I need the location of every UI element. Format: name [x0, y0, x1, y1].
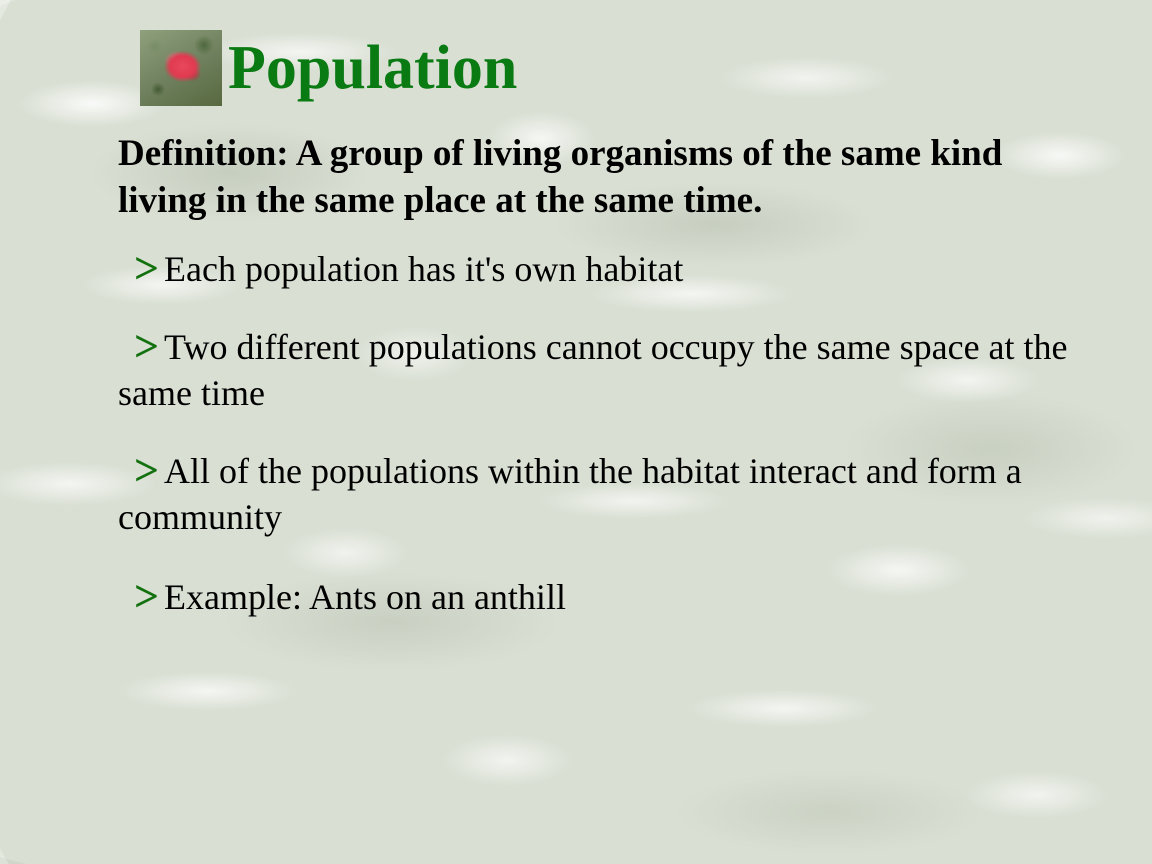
bullet-item-label: All of the populations within the habitat interact and form a community [118, 451, 1022, 537]
chevron-right-bullet-icon: > [134, 322, 160, 371]
bullet-item-label: Example: Ants on an anthill [164, 577, 566, 617]
chevron-right-bullet-icon: > [134, 446, 160, 495]
flower-image-icon [140, 30, 222, 106]
slide-body [118, 130, 1148, 620]
definition-text: Definition: A group of living organisms of the same kind living in the same place at the same time. [118, 133, 1003, 221]
bullet-item [118, 574, 1148, 620]
chevron-right-bullet-icon: > [134, 244, 160, 293]
bullet-item [118, 448, 1148, 540]
bullet-item [118, 324, 1148, 416]
chevron-right-bullet-icon: > [134, 572, 160, 621]
bullet-item-label: Each population has it's own habitat [164, 249, 684, 289]
bullet-item [118, 246, 1148, 292]
page-title: Population [228, 34, 518, 102]
bullet-item-label: Two different populations cannot occupy the same space at the same time [118, 327, 1068, 413]
slide-title-row [140, 30, 517, 106]
